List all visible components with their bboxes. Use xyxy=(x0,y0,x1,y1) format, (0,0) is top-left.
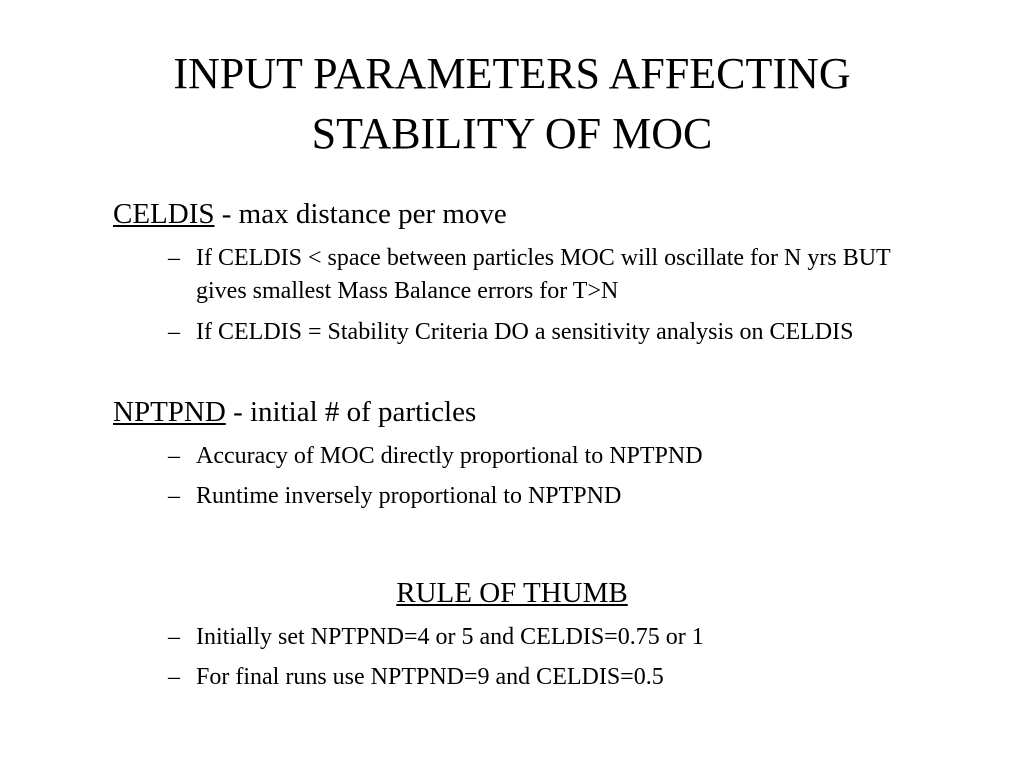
sub-bullet-text: Accuracy of MOC directly proportional to NPTPND xyxy=(196,443,703,469)
dash-glyph: – xyxy=(168,664,180,690)
dash-glyph: – xyxy=(168,483,180,509)
slide-title-line-1: INPUT PARAMETERS AFFECTING xyxy=(173,49,851,98)
slide-title xyxy=(0,44,1024,164)
sub-bullet-text: If CELDIS = Stability Criteria DO a sensitivity analysis on CELDIS xyxy=(196,319,854,345)
dash-glyph: – xyxy=(168,245,180,271)
term-celdis: CELDIS xyxy=(113,198,215,230)
desc-nptpnd: - initial # of particles xyxy=(225,396,477,428)
rule-item-1 xyxy=(168,621,908,654)
rule-item-text: Initially set NPTPND=4 or 5 and CELDIS=0.75 or 1 xyxy=(196,624,704,650)
sub-bullet-nptpnd-2 xyxy=(168,480,908,513)
sub-bullet-text: Runtime inversely proportional to NPTPND xyxy=(196,483,622,509)
sub-bullet-celdis-2 xyxy=(168,316,908,349)
dash-glyph: – xyxy=(168,319,180,345)
rule-of-thumb-heading: RULE OF THUMB xyxy=(396,577,628,609)
slide-title-line-2: STABILITY OF MOC xyxy=(311,109,713,158)
rule-item-text: For final runs use NPTPND=9 and CELDIS=0.5 xyxy=(196,664,664,690)
sub-bullet-nptpnd-1 xyxy=(168,440,908,473)
sub-bullet-celdis-1 xyxy=(168,242,908,308)
rule-item-2 xyxy=(168,661,908,694)
dash-glyph: – xyxy=(168,624,180,650)
term-nptpnd: NPTPND xyxy=(113,396,226,428)
desc-celdis: - max distance per move xyxy=(214,198,507,230)
dash-glyph: – xyxy=(168,443,180,469)
sub-bullet-text: If CELDIS < space between particles MOC will oscillate for N yrs BUT gives smallest Mass Balance errors for T>N xyxy=(196,245,891,304)
bullet-nptpnd xyxy=(113,394,476,430)
bullet-celdis xyxy=(113,196,507,232)
